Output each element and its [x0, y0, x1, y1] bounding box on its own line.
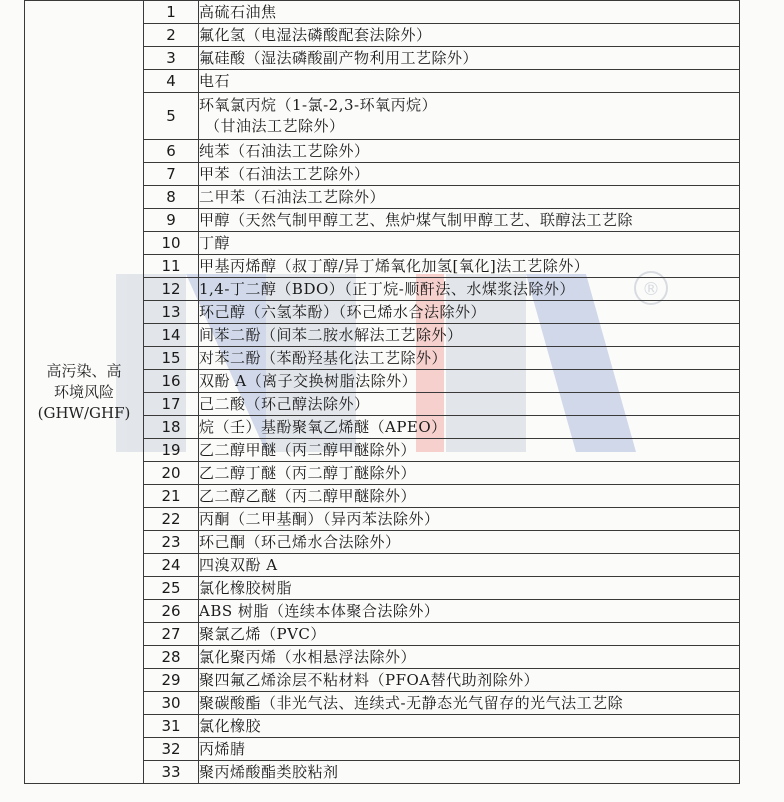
product-name-text: 氯化聚丙烯（水相悬浮法除外）	[199, 647, 417, 666]
product-name	[199, 24, 740, 47]
row-number: 28	[144, 646, 199, 669]
row-number: 33	[144, 761, 199, 784]
product-name	[199, 1, 740, 24]
row-number: 32	[144, 738, 199, 761]
product-name-text: 聚氯乙烯（PVC）	[199, 624, 326, 643]
category-label-line: 高污染、高	[46, 361, 122, 380]
product-name-text: 环氧氯丙烷（1-氯-2,3-环氧丙烷）	[199, 96, 438, 114]
row-number: 12	[144, 278, 199, 301]
row-number: 5	[144, 93, 199, 140]
registered-mark: ®	[642, 279, 660, 300]
row-number: 29	[144, 669, 199, 692]
row-number: 11	[144, 255, 199, 278]
product-name-text: 对苯二酚（苯酚羟基化法工艺除外）	[199, 348, 448, 367]
product-name	[199, 232, 740, 255]
row-number: 23	[144, 531, 199, 554]
row-number: 15	[144, 347, 199, 370]
product-name-text: 二甲苯（石油法工艺除外）	[199, 187, 386, 206]
product-name-text: 甲基丙烯醇（叔丁醇/异丁烯氧化加氢[氧化]法工艺除外）	[199, 256, 590, 275]
product-name-text: 氟硅酸（湿法磷酸副产物利用工艺除外）	[199, 48, 479, 67]
row-number: 3	[144, 47, 199, 70]
product-name	[199, 508, 740, 531]
product-name-text: 聚碳酸酯（非光气法、连续式-无静态光气留存的光气法工艺除	[199, 693, 624, 712]
product-name-text: 氯化橡胶	[199, 716, 262, 735]
row-number: 14	[144, 324, 199, 347]
product-name	[199, 623, 740, 646]
product-name-text: 己二酸（环己醇法除外）	[199, 394, 370, 413]
product-name-text: 乙二醇丁醚（丙二醇丁醚除外）	[199, 463, 417, 482]
product-name	[199, 577, 740, 600]
row-number: 21	[144, 485, 199, 508]
row-number: 19	[144, 439, 199, 462]
product-name	[199, 738, 740, 761]
product-name	[199, 209, 740, 232]
category-label-line: (GHW/GHF)	[37, 403, 131, 422]
product-name	[199, 186, 740, 209]
row-number: 9	[144, 209, 199, 232]
product-name	[199, 646, 740, 669]
row-number: 18	[144, 416, 199, 439]
product-name	[199, 47, 740, 70]
product-name	[199, 439, 740, 462]
row-number: 17	[144, 393, 199, 416]
product-name-text: 甲醇（天然气制甲醇工艺、焦炉煤气制甲醇工艺、联醇法工艺除	[199, 210, 634, 229]
row-number: 8	[144, 186, 199, 209]
product-name-text: 丙酮（二甲基酮）（异丙苯法除外）	[199, 509, 440, 528]
product-name-continuation: （甘油法工艺除外）	[205, 117, 345, 135]
product-name	[199, 324, 740, 347]
row-number: 25	[144, 577, 199, 600]
product-name	[199, 393, 740, 416]
row-number: 31	[144, 715, 199, 738]
product-name	[199, 485, 740, 508]
product-name-text: 环己酮（环己烯水合法除外）	[199, 532, 401, 551]
product-name-text: 环己醇（六氢苯酚）（环己烯水合法除外）	[199, 302, 487, 321]
product-name	[199, 715, 740, 738]
product-name-text: 聚四氟乙烯涂层不粘材料（PFOA替代助剂除外）	[199, 670, 540, 689]
row-number: 10	[144, 232, 199, 255]
row-number: 30	[144, 692, 199, 715]
product-name	[199, 301, 740, 324]
product-name	[199, 416, 740, 439]
row-number: 1	[144, 1, 199, 24]
row-number: 6	[144, 140, 199, 163]
product-name-text: 氯化橡胶树脂	[199, 578, 293, 597]
category-cell	[25, 1, 144, 784]
product-name-text: 间苯二酚（间苯二胺水解法工艺除外）	[199, 325, 463, 344]
product-name	[199, 531, 740, 554]
product-name	[199, 692, 740, 715]
product-name	[199, 462, 740, 485]
product-name	[199, 140, 740, 163]
category-label-line: 环境风险	[53, 382, 114, 401]
product-name	[199, 761, 740, 784]
row-number: 16	[144, 370, 199, 393]
table-row	[25, 1, 740, 24]
product-name-text: 纯苯（石油法工艺除外）	[199, 141, 370, 160]
product-name	[199, 669, 740, 692]
product-name	[199, 93, 740, 140]
row-number: 20	[144, 462, 199, 485]
product-name-text: ABS 树脂（连续本体聚合法除外）	[199, 601, 440, 620]
pollution-list-table	[24, 0, 740, 784]
row-number: 2	[144, 24, 199, 47]
product-name	[199, 554, 740, 577]
product-name-text: 丙烯腈	[199, 739, 246, 758]
row-number: 22	[144, 508, 199, 531]
product-name-text: 四溴双酚 A	[199, 555, 278, 574]
product-name	[199, 70, 740, 93]
row-number: 13	[144, 301, 199, 324]
row-number: 27	[144, 623, 199, 646]
product-name-text: 乙二醇乙醚（丙二醇甲醚除外）	[199, 486, 417, 505]
product-name-text: 聚丙烯酸酯类胶粘剂	[199, 762, 339, 781]
product-name-text: 双酚 A（离子交换树脂法除外）	[199, 371, 418, 390]
product-name-text: 丁醇	[199, 233, 231, 252]
product-name-text: 氟化氢（电湿法磷酸配套法除外）	[199, 25, 432, 44]
product-name	[199, 370, 740, 393]
product-name	[199, 347, 740, 370]
product-name	[199, 163, 740, 186]
row-number: 7	[144, 163, 199, 186]
product-name-text: 甲苯（石油法工艺除外）	[199, 164, 370, 183]
product-name	[199, 278, 740, 301]
row-number: 24	[144, 554, 199, 577]
row-number: 26	[144, 600, 199, 623]
product-name-text: 乙二醇甲醚（丙二醇甲醚除外）	[199, 440, 417, 459]
product-name-text: 电石	[199, 71, 231, 90]
product-name-text: 1,4-丁二醇（BDO）（正丁烷-顺酐法、水煤浆法除外）	[199, 279, 575, 298]
product-name	[199, 255, 740, 278]
product-name-text: 高硫石油焦	[199, 2, 277, 21]
product-name-text: 烷（壬）基酚聚氧乙烯醚（APEO）	[199, 417, 447, 436]
product-name	[199, 600, 740, 623]
row-number: 4	[144, 70, 199, 93]
